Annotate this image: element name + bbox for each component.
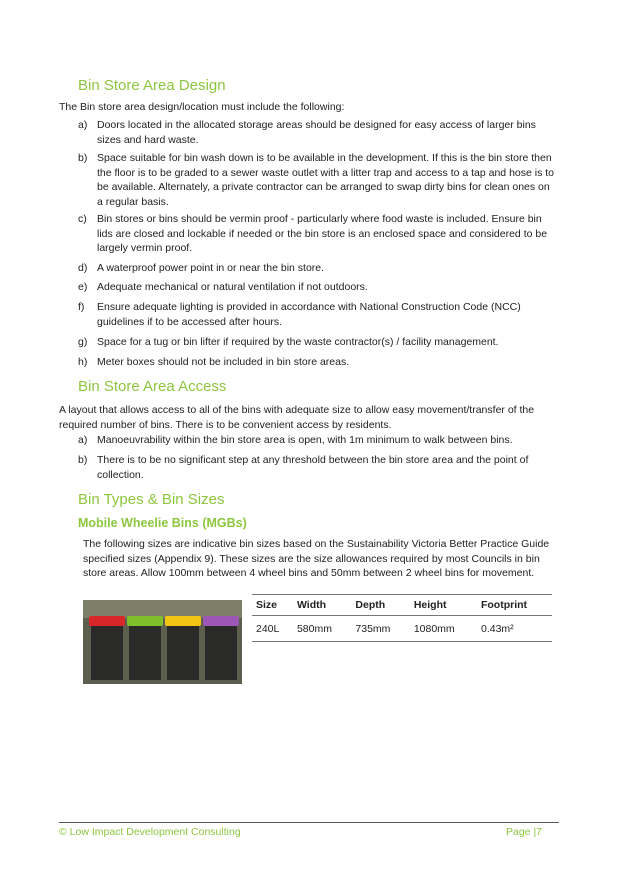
list-item	[78, 300, 558, 329]
section-heading-design: Bin Store Area Design	[78, 77, 226, 94]
list-item	[78, 151, 558, 209]
bin-lid	[127, 616, 163, 626]
wheelie-bins-photo	[83, 600, 242, 684]
list-item-label: e)	[78, 281, 88, 293]
table-cell: 735mm	[351, 616, 409, 642]
footer-divider	[59, 822, 559, 823]
column-header: Size	[252, 595, 293, 616]
bin-lid	[165, 616, 201, 626]
list-item-text: Space suitable for bin wash down is to be available in the development. If this is the bin store then the floor is to be graded to a sewer waste outlet with a litter trap and access to a tap and hose is to be available. Alternately, a private contractor can be arranged to swap dirty bins for clean ones on a regular basis.	[97, 152, 555, 208]
list-item-label: g)	[78, 336, 88, 348]
column-header: Height	[410, 595, 477, 616]
column-header: Depth	[351, 595, 409, 616]
list-item-text: Adequate mechanical or natural ventilation if not outdoors.	[97, 281, 368, 293]
list-item-label: h)	[78, 356, 88, 368]
list-item-label: b)	[78, 454, 88, 466]
table-cell: 580mm	[293, 616, 351, 642]
list-item-text: Manoeuvrability within the bin store area is open, with 1m minimum to walk between bins.	[97, 434, 513, 446]
list-item	[78, 355, 558, 370]
list-item-label: b)	[78, 152, 88, 164]
list-item	[78, 212, 558, 256]
bin-body	[91, 624, 123, 680]
access-intro: A layout that allows access to all of the bins with adequate size to allow easy movement/transfer of the required number of bins. There is to be convenient access by residents.	[59, 404, 535, 431]
list-item	[78, 261, 558, 276]
list-item-text: Meter boxes should not be included in bin store areas.	[97, 356, 350, 368]
column-header: Footprint	[477, 595, 552, 616]
bin-body	[129, 624, 161, 680]
bin-sizes-table	[252, 594, 552, 642]
list-item-text: Doors located in the allocated storage areas should be designed for easy access of larger bins sizes and hard waste.	[97, 119, 536, 146]
list-item-label: d)	[78, 262, 88, 274]
list-item	[78, 433, 558, 448]
subheading-mgb: Mobile Wheelie Bins (MGBs)	[78, 516, 247, 530]
list-item	[78, 453, 558, 482]
wheelie-bins-image	[83, 600, 242, 684]
section-heading-access: Bin Store Area Access	[78, 378, 227, 395]
column-header: Width	[293, 595, 351, 616]
list-item	[78, 280, 558, 295]
list-item-text: Bin stores or bins should be vermin proof - particularly where food waste is included. Ensure bin lids are closed and lockable if needed or the bin store is an enclosed space and considered to be largely vermin proof.	[97, 213, 548, 254]
list-item-label: c)	[78, 213, 87, 225]
list-item-text: Ensure adequate lighting is provided in accordance with National Construction Code (NCC) guidelines if to be accessed after hours.	[97, 301, 521, 328]
footer-copyright: © Low Impact Development Consulting	[59, 826, 241, 838]
section-heading-types: Bin Types & Bin Sizes	[78, 491, 225, 508]
table-row	[252, 616, 552, 642]
table-cell: 0.43m²	[477, 616, 552, 642]
list-item-label: a)	[78, 119, 88, 131]
bin-body	[167, 624, 199, 680]
bin-lid	[89, 616, 125, 626]
list-item-text: Space for a tug or bin lifter if required by the waste contractor(s) / facility management.	[97, 336, 499, 348]
table-header-row	[252, 595, 552, 616]
design-intro: The Bin store area design/location must include the following:	[59, 101, 345, 113]
page-number: Page |7	[506, 826, 543, 838]
table-cell: 240L	[252, 616, 293, 642]
list-item	[78, 335, 558, 350]
list-item	[78, 118, 558, 147]
list-item-label: a)	[78, 434, 88, 446]
list-item-text: There is to be no significant step at any threshold between the bin store area and the point of collection.	[97, 454, 529, 481]
bin-body	[205, 624, 237, 680]
bin-lid	[203, 616, 239, 626]
list-item-text: A waterproof power point in or near the bin store.	[97, 262, 325, 274]
list-item-label: f)	[78, 301, 85, 313]
table-cell: 1080mm	[410, 616, 477, 642]
types-body: The following sizes are indicative bin sizes based on the Sustainability Victoria Better Practice Guide specified sizes (Appendix 9). These sizes are the size allowances required by most Councils in bin store areas. Allow 100mm between 4 wheel bins and 50mm between 2 wheel bins for movement.	[83, 538, 550, 579]
